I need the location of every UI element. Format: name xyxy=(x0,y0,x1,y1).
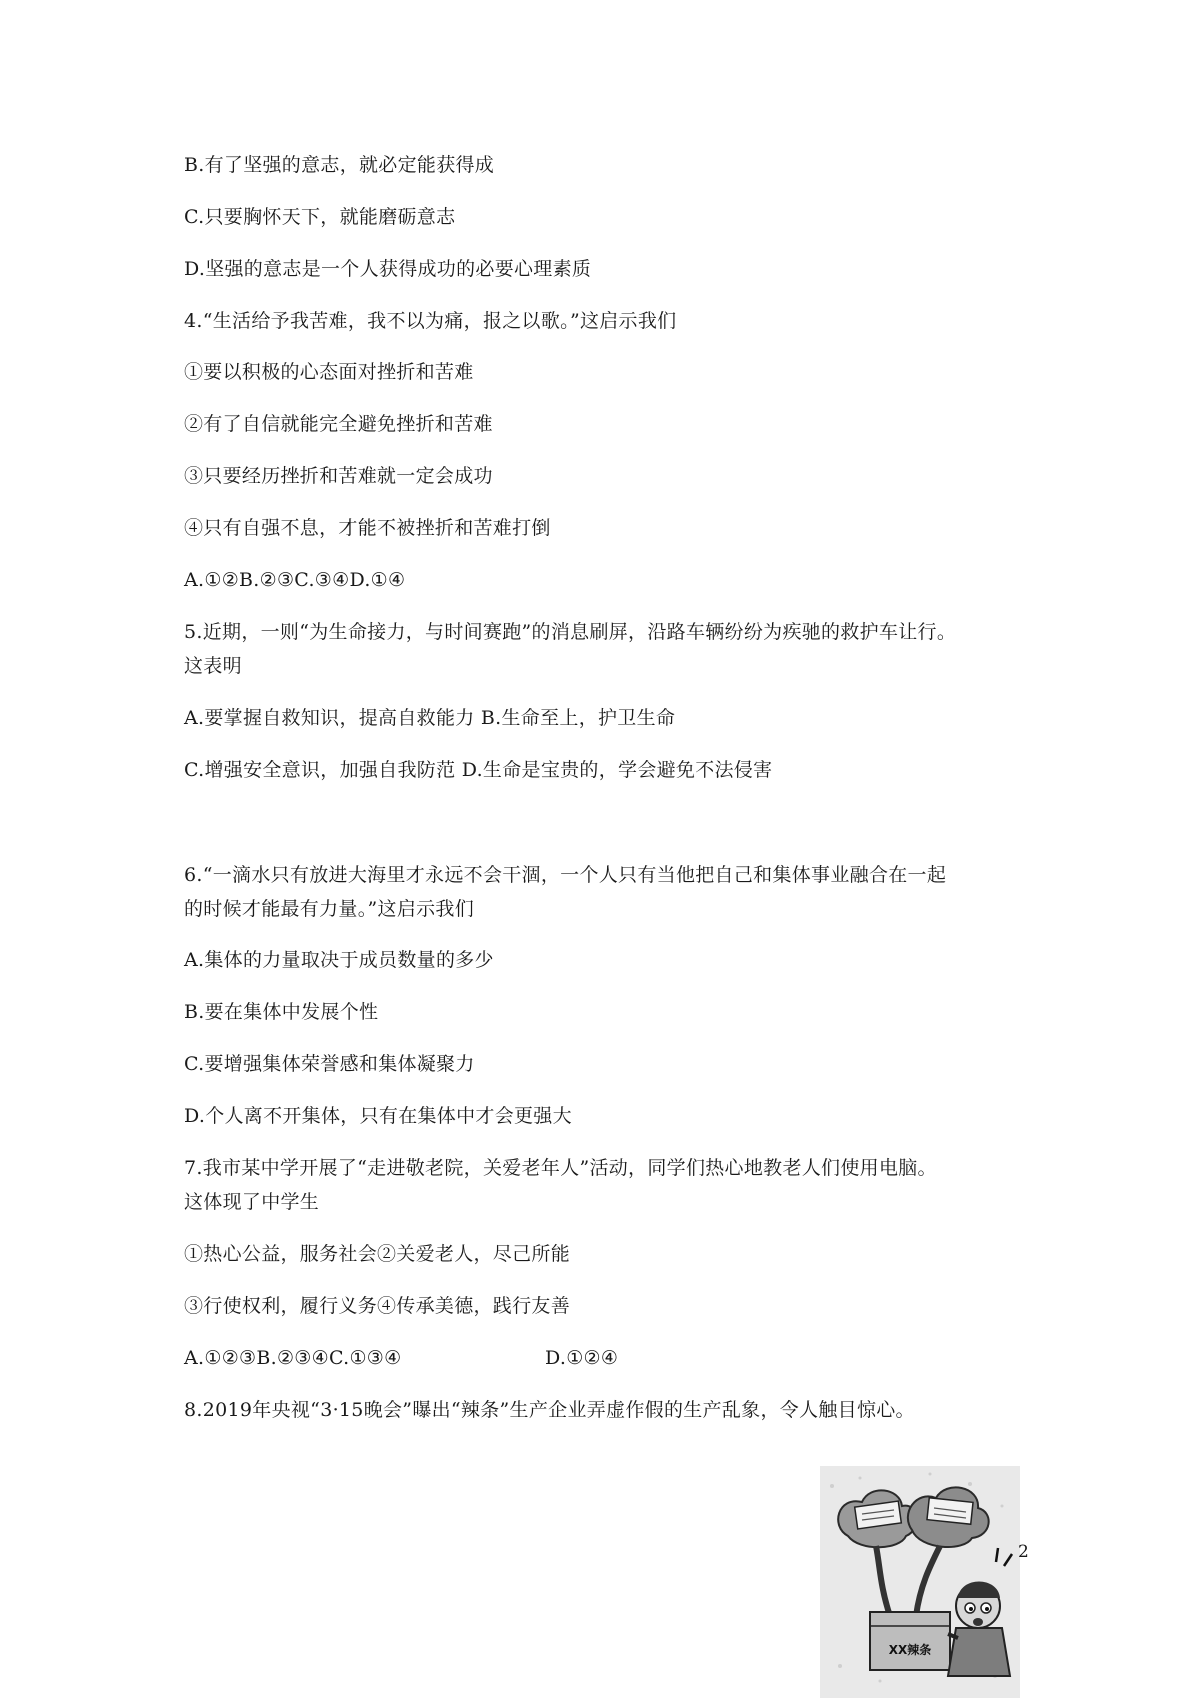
question-8-stem: 8.2019年央视“3·15晚会”曝出“辣条”生产企业弄虚作假的生产乱象，令人触目惊心。 xyxy=(184,1399,915,1421)
question-5-stem-line-1: 5.近期，一则“为生命接力，与时间赛跑”的消息刷屏，沿路车辆纷纷为疾驰的救护车让行。 xyxy=(184,621,957,643)
question-7-items-34: ③行使权利，履行义务④传承美德，践行友善 xyxy=(184,1295,571,1317)
question-6-stem-line-2: 的时候才能最有力量。”这启示我们 xyxy=(184,898,475,920)
question-6-option-a: A.集体的力量取决于成员数量的多少 xyxy=(184,949,494,971)
question-4-item-4: ④只有自强不息，才能不被挫折和苦难打倒 xyxy=(184,517,551,539)
question-4-item-3: ③只要经历挫折和苦难就一定会成功 xyxy=(184,465,493,487)
question-4-options: A.①②B.②③C.③④D.①④ xyxy=(184,569,406,591)
question-7-option-d: D.①②④ xyxy=(545,1347,619,1369)
question-6-option-b: B.要在集体中发展个性 xyxy=(184,1001,379,1023)
question-7-stem-line-2: 这体现了中学生 xyxy=(184,1191,320,1213)
smoke-sign-right xyxy=(927,1498,973,1524)
person-body xyxy=(948,1628,1010,1676)
question-7-stem-line-1: 7.我市某中学开展了“走进敬老院，关爱老年人”活动，同学们热心地教老人们使用电脑。 xyxy=(184,1157,937,1179)
question-5-options-cd: C.增强安全意识，加强自我防范 D.生命是宝贵的，学会避免不法侵害 xyxy=(184,759,773,781)
option-3c: C.只要胸怀天下，就能磨砺意志 xyxy=(184,206,456,228)
question-6-option-d: D.个人离不开集体，只有在集体中才会更强大 xyxy=(184,1105,572,1127)
person-mouth xyxy=(973,1618,983,1626)
question-5-options-ab: A.要掌握自救知识，提高自救能力 B.生命至上，护卫生命 xyxy=(184,707,676,729)
cartoon-illustration xyxy=(820,1466,1020,1698)
question-6-option-c: C.要增强集体荣誉感和集体凝聚力 xyxy=(184,1053,475,1075)
question-7-items-12: ①热心公益，服务社会②关爱老人，尽己所能 xyxy=(184,1243,571,1265)
question-4-item-2: ②有了自信就能完全避免挫折和苦难 xyxy=(184,413,493,435)
option-3b: B.有了坚强的意志，就必定能获得成 xyxy=(184,154,495,176)
question-4-stem: 4.“生活给予我苦难，我不以为痛，报之以歌。”这启示我们 xyxy=(184,310,677,332)
page-number: 2 xyxy=(1018,1542,1029,1562)
snack-box xyxy=(870,1612,950,1670)
question-5-stem-line-2: 这表明 xyxy=(184,655,242,677)
snack-box-label: XX辣条 xyxy=(888,1643,932,1657)
question-6-stem-line-1: 6.“一滴水只有放进大海里才永远不会干涸，一个人只有当他把自己和集体事业融合在一起 xyxy=(184,864,947,886)
option-3d: D.坚强的意志是一个人获得成功的必要心理素质 xyxy=(184,258,592,280)
question-7-options-abc: A.①②③B.②③④C.①③④ xyxy=(184,1347,402,1369)
question-4-item-1: ①要以积极的心态面对挫折和苦难 xyxy=(184,361,474,383)
